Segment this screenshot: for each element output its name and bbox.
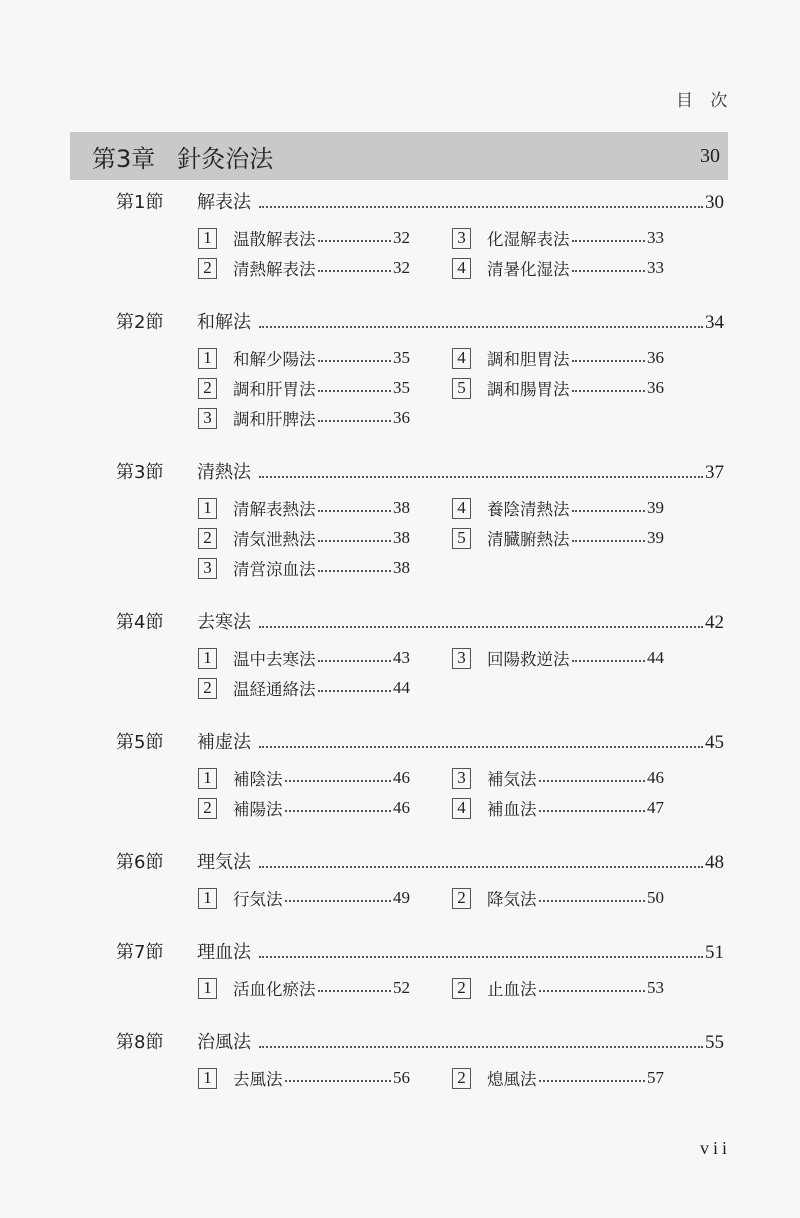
section-title: 補虚法 xyxy=(197,732,251,753)
section-number: 第4節 xyxy=(116,612,164,633)
subsection-column-right xyxy=(452,763,706,823)
subsection-item[interactable] xyxy=(198,673,410,703)
subsection-number-box: 2 xyxy=(198,258,217,279)
subsection-label: 補血法 xyxy=(487,800,537,819)
section-page: 42 xyxy=(705,612,724,633)
subsection-label: 清熱解表法 xyxy=(233,260,316,279)
subsection-item[interactable] xyxy=(198,883,410,913)
chapter-heading xyxy=(70,132,728,180)
leader-dots xyxy=(572,498,646,512)
subsection-number-box: 2 xyxy=(198,528,217,549)
subsection-number-box: 1 xyxy=(198,228,217,249)
subsection-label: 補気法 xyxy=(487,770,537,789)
subsection-item[interactable] xyxy=(198,493,410,523)
subsection-item[interactable] xyxy=(198,523,410,553)
leader-dots xyxy=(318,378,392,392)
leader-dots xyxy=(318,678,392,692)
subsection-number-box: 2 xyxy=(452,978,471,999)
leader-dots xyxy=(572,378,646,392)
subsection-label: 補陽法 xyxy=(233,800,283,819)
chapter-page: 30 xyxy=(700,144,720,167)
leader-dots xyxy=(318,978,392,992)
subsection-item[interactable] xyxy=(452,1063,664,1093)
subsection-label: 和解少陽法 xyxy=(233,350,316,369)
subsection-label: 化湿解表法 xyxy=(487,230,570,249)
leader-dots xyxy=(285,768,392,782)
subsection-page: 38 xyxy=(393,528,410,547)
leader-dots xyxy=(285,1068,392,1082)
section-title: 治風法 xyxy=(197,1032,251,1053)
subsection-page: 36 xyxy=(647,348,664,367)
section-title: 和解法 xyxy=(197,312,251,333)
subsection-item[interactable] xyxy=(452,643,664,673)
subsection-number-box: 3 xyxy=(452,768,471,789)
subsection-label: 清気泄熱法 xyxy=(233,530,316,549)
subsection-label: 調和腸胃法 xyxy=(487,380,570,399)
subsection-page: 39 xyxy=(647,528,664,547)
leader-dots xyxy=(572,348,646,362)
subsection-label: 調和胆胃法 xyxy=(487,350,570,369)
section-title-row[interactable] xyxy=(116,728,724,763)
section-title: 清熱法 xyxy=(197,462,251,483)
subsection-list xyxy=(116,643,724,703)
subsection-item[interactable] xyxy=(198,643,410,673)
subsection-column-left xyxy=(198,1063,452,1093)
section-title: 解表法 xyxy=(197,192,251,213)
subsection-number-box: 1 xyxy=(198,768,217,789)
subsection-page: 56 xyxy=(393,1068,410,1087)
subsection-label: 調和肝脾法 xyxy=(233,410,316,429)
subsection-label: 温経通絡法 xyxy=(233,680,316,699)
subsection-label: 清解表熱法 xyxy=(233,500,316,519)
subsection-column-right xyxy=(452,973,706,1003)
section-title-row[interactable] xyxy=(116,848,724,883)
subsection-number-box: 2 xyxy=(452,888,471,909)
subsection-page: 57 xyxy=(647,1068,664,1087)
leader-dots xyxy=(259,308,703,328)
subsection-item[interactable] xyxy=(198,763,410,793)
subsection-item[interactable] xyxy=(452,493,664,523)
section-title: 理血法 xyxy=(197,942,251,963)
subsection-item[interactable] xyxy=(198,553,410,583)
subsection-page: 46 xyxy=(393,798,410,817)
subsection-page: 38 xyxy=(393,498,410,517)
leader-dots xyxy=(539,798,646,812)
subsection-column-left xyxy=(198,493,452,583)
subsection-page: 33 xyxy=(647,228,664,247)
subsection-label: 補陰法 xyxy=(233,770,283,789)
leader-dots xyxy=(259,938,703,958)
subsection-label: 清営涼血法 xyxy=(233,560,316,579)
subsection-item[interactable] xyxy=(452,883,664,913)
subsection-column-right xyxy=(452,343,706,433)
subsection-column-left xyxy=(198,973,452,1003)
section-number: 第2節 xyxy=(116,312,164,333)
subsection-label: 行気法 xyxy=(233,890,283,909)
subsection-item[interactable] xyxy=(452,793,664,823)
subsection-list xyxy=(116,973,724,1003)
subsection-page: 39 xyxy=(647,498,664,517)
section-page: 37 xyxy=(705,462,724,483)
leader-dots xyxy=(285,888,392,902)
subsection-number-box: 5 xyxy=(452,378,471,399)
subsection-label: 活血化瘀法 xyxy=(233,980,316,999)
subsection-column-right xyxy=(452,1063,706,1093)
subsection-page: 46 xyxy=(647,768,664,787)
subsection-item[interactable] xyxy=(452,223,664,253)
chapter-title: 針灸治法 xyxy=(177,144,274,173)
leader-dots xyxy=(318,558,392,572)
section-number: 第7節 xyxy=(116,942,164,963)
subsection-item[interactable] xyxy=(452,973,664,1003)
leader-dots xyxy=(539,768,646,782)
subsection-item[interactable] xyxy=(198,1063,410,1093)
toc-section xyxy=(116,938,724,1003)
subsection-list xyxy=(116,343,724,433)
subsection-page: 35 xyxy=(393,378,410,397)
subsection-label: 清臓腑熱法 xyxy=(487,530,570,549)
subsection-page: 49 xyxy=(393,888,410,907)
subsection-list xyxy=(116,1063,724,1093)
subsection-number-box: 1 xyxy=(198,888,217,909)
leader-dots xyxy=(285,798,392,812)
leader-dots xyxy=(539,978,646,992)
section-page: 48 xyxy=(705,852,724,873)
subsection-page: 32 xyxy=(393,258,410,277)
toc-section xyxy=(116,608,724,703)
leader-dots xyxy=(318,228,392,242)
section-page: 45 xyxy=(705,732,724,753)
subsection-item[interactable] xyxy=(198,343,410,373)
subsection-number-box: 1 xyxy=(198,648,217,669)
section-page: 34 xyxy=(705,312,724,333)
section-title-row[interactable] xyxy=(116,458,724,493)
section-number: 第6節 xyxy=(116,852,164,873)
subsection-page: 36 xyxy=(647,378,664,397)
subsection-item[interactable] xyxy=(198,403,410,433)
section-title-row[interactable] xyxy=(116,938,724,973)
leader-dots xyxy=(318,498,392,512)
subsection-label: 回陽救逆法 xyxy=(487,650,570,669)
subsection-page: 52 xyxy=(393,978,410,997)
subsection-number-box: 2 xyxy=(198,378,217,399)
section-title: 理気法 xyxy=(197,852,251,873)
subsection-page: 50 xyxy=(647,888,664,907)
subsection-page: 36 xyxy=(393,408,410,427)
subsection-number-box: 5 xyxy=(452,528,471,549)
subsection-number-box: 4 xyxy=(452,258,471,279)
leader-dots xyxy=(259,458,703,478)
subsection-column-left xyxy=(198,763,452,823)
subsection-list xyxy=(116,883,724,913)
section-title-row[interactable] xyxy=(116,308,724,343)
subsection-number-box: 1 xyxy=(198,978,217,999)
leader-dots xyxy=(318,528,392,542)
leader-dots xyxy=(259,608,703,628)
section-number: 第3節 xyxy=(116,462,164,483)
subsection-number-box: 2 xyxy=(198,678,217,699)
subsection-page: 46 xyxy=(393,768,410,787)
subsection-label: 去風法 xyxy=(233,1070,283,1089)
subsection-number-box: 1 xyxy=(198,1068,217,1089)
subsection-column-left xyxy=(198,223,452,283)
subsection-list xyxy=(116,763,724,823)
chapter-number: 第3章 xyxy=(92,144,156,173)
leader-dots xyxy=(539,888,646,902)
page-number: vii xyxy=(700,1138,732,1158)
subsection-number-box: 1 xyxy=(198,348,217,369)
subsection-number-box: 3 xyxy=(452,648,471,669)
leader-dots xyxy=(572,528,646,542)
subsection-number-box: 2 xyxy=(198,798,217,819)
toc-sections xyxy=(116,188,724,1118)
toc-section xyxy=(116,1028,724,1093)
section-number: 第8節 xyxy=(116,1032,164,1053)
subsection-list xyxy=(116,493,724,583)
subsection-column-left xyxy=(198,343,452,433)
subsection-list xyxy=(116,223,724,283)
toc-section xyxy=(116,188,724,283)
subsection-item[interactable] xyxy=(452,343,664,373)
subsection-page: 44 xyxy=(393,678,410,697)
subsection-number-box: 1 xyxy=(198,498,217,519)
section-title: 去寒法 xyxy=(197,612,251,633)
subsection-column-right xyxy=(452,493,706,583)
subsection-column-right xyxy=(452,883,706,913)
leader-dots xyxy=(318,348,392,362)
subsection-number-box: 3 xyxy=(452,228,471,249)
subsection-item[interactable] xyxy=(198,793,410,823)
section-number: 第1節 xyxy=(116,192,164,213)
subsection-column-right xyxy=(452,643,706,703)
leader-dots xyxy=(318,648,392,662)
section-page: 30 xyxy=(705,192,724,213)
subsection-column-right xyxy=(452,223,706,283)
subsection-label: 熄風法 xyxy=(487,1070,537,1089)
subsection-column-left xyxy=(198,883,452,913)
subsection-label: 調和肝胃法 xyxy=(233,380,316,399)
subsection-label: 清暑化湿法 xyxy=(487,260,570,279)
toc-section xyxy=(116,458,724,583)
toc-section xyxy=(116,728,724,823)
section-title-row[interactable] xyxy=(116,608,724,643)
leader-dots xyxy=(318,408,392,422)
leader-dots xyxy=(259,1028,703,1048)
toc-section xyxy=(116,308,724,433)
subsection-item[interactable] xyxy=(452,523,664,553)
subsection-number-box: 3 xyxy=(198,408,217,429)
subsection-item[interactable] xyxy=(452,373,664,403)
subsection-page: 32 xyxy=(393,228,410,247)
subsection-item[interactable] xyxy=(198,253,410,283)
subsection-label: 止血法 xyxy=(487,980,537,999)
subsection-page: 44 xyxy=(647,648,664,667)
subsection-item[interactable] xyxy=(452,763,664,793)
subsection-number-box: 2 xyxy=(452,1068,471,1089)
subsection-label: 養陰清熱法 xyxy=(487,500,570,519)
section-page: 51 xyxy=(705,942,724,963)
section-page: 55 xyxy=(705,1032,724,1053)
section-number: 第5節 xyxy=(116,732,164,753)
subsection-item[interactable] xyxy=(198,973,410,1003)
leader-dots xyxy=(318,258,392,272)
subsection-page: 47 xyxy=(647,798,664,817)
leader-dots xyxy=(259,848,703,868)
section-title-row[interactable] xyxy=(116,1028,724,1063)
subsection-item[interactable] xyxy=(198,373,410,403)
subsection-label: 温散解表法 xyxy=(233,230,316,249)
leader-dots xyxy=(572,648,646,662)
subsection-column-left xyxy=(198,643,452,703)
subsection-page: 43 xyxy=(393,648,410,667)
subsection-label: 降気法 xyxy=(487,890,537,909)
subsection-item[interactable] xyxy=(198,223,410,253)
subsection-page: 33 xyxy=(647,258,664,277)
subsection-label: 温中去寒法 xyxy=(233,650,316,669)
subsection-page: 53 xyxy=(647,978,664,997)
subsection-number-box: 4 xyxy=(452,498,471,519)
running-header: 目 次 xyxy=(676,91,734,111)
subsection-page: 38 xyxy=(393,558,410,577)
leader-dots xyxy=(259,728,703,748)
leader-dots xyxy=(572,228,646,242)
subsection-number-box: 4 xyxy=(452,348,471,369)
subsection-number-box: 3 xyxy=(198,558,217,579)
leader-dots xyxy=(572,258,646,272)
leader-dots xyxy=(539,1068,646,1082)
subsection-page: 35 xyxy=(393,348,410,367)
subsection-item[interactable] xyxy=(452,253,664,283)
leader-dots xyxy=(259,188,703,208)
toc-section xyxy=(116,848,724,913)
subsection-number-box: 4 xyxy=(452,798,471,819)
section-title-row[interactable] xyxy=(116,188,724,223)
